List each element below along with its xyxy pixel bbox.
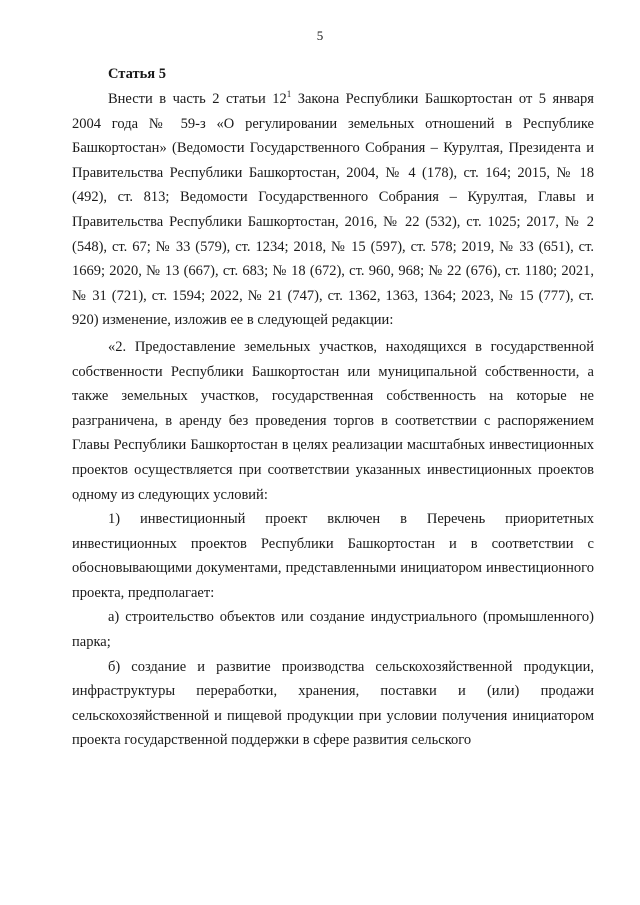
intro-text-start: Внести в часть 2 статьи 12 — [108, 91, 287, 107]
intro-paragraph — [72, 87, 594, 333]
list-item-1: 1) инвестиционный проект включен в Перечень приоритетных инвестиционных проектов Республики Башкортостан и в соответствии с обосновывающими документами, представленными инициатором инвестиционного проекта, предполагает: — [72, 511, 594, 601]
article-superscript: 1 — [286, 89, 292, 99]
article-heading: Статья 5 — [108, 66, 166, 82]
sub-item-a: а) строительство объектов или создание индустриального (промышленного) парка; — [72, 609, 594, 651]
sub-item-b: б) создание и развитие производства сельскохозяйственной продукции, инфраструктуры переработки, хранения, поставки и (или) продажи сельскохозяйственной и пищевой продукции при условии получения инициатором проекта государственной поддержки в сфере развития сельского — [72, 658, 594, 749]
page-number: 5 — [316, 28, 324, 43]
intro-text-rest: Закона Республики Башкортостан от 5 января 2004 года № 59-з «О регулировании земельных отношений в Республике Башкортостан» (Ведомости Государственного Собрания – Курултая, Президента и Правительства Республики Башкортостан, 2004, № 4 (178), ст. 164; 2015, № 18 (492), ст. 813; Ведомости Государственного Собрания – Курултая, Главы и Правительства Республики Башкортостан, 2016, № 22 (532), ст. 1025; 2017, № 2 (548), ст. 67; № 33 (579), ст. 1234; 2018, № 15 (597), ст. 578; 2019, № 33 (651), ст. 1669; 2020, № 13 (667), ст. 683; № 18 (672), ст. 960, 968; № 22 (676), ст. 1180; 2021, № 31 (721), ст. 1594; 2022, № 21 (747), ст. 1362, 1363, 1364; 2023, № 15 (777), ст. 920) изменение, изложив ее в следующей редакции: — [72, 91, 594, 329]
paragraph-2: «2. Предоставление земельных участков, находящихся в государственной собственности Республики Башкортостан или муниципальной собственности, а также земельных участков, государственная собственность на которые не разграничена, в аренду без проведения торгов в соответствии с распоряжением Главы Республики Башкортостан в целях реализации масштабных инвестиционных проектов осуществляется при соответствии указанных инвестиционных проектов одному из следующих условий: — [72, 338, 594, 503]
document-body — [72, 87, 594, 753]
